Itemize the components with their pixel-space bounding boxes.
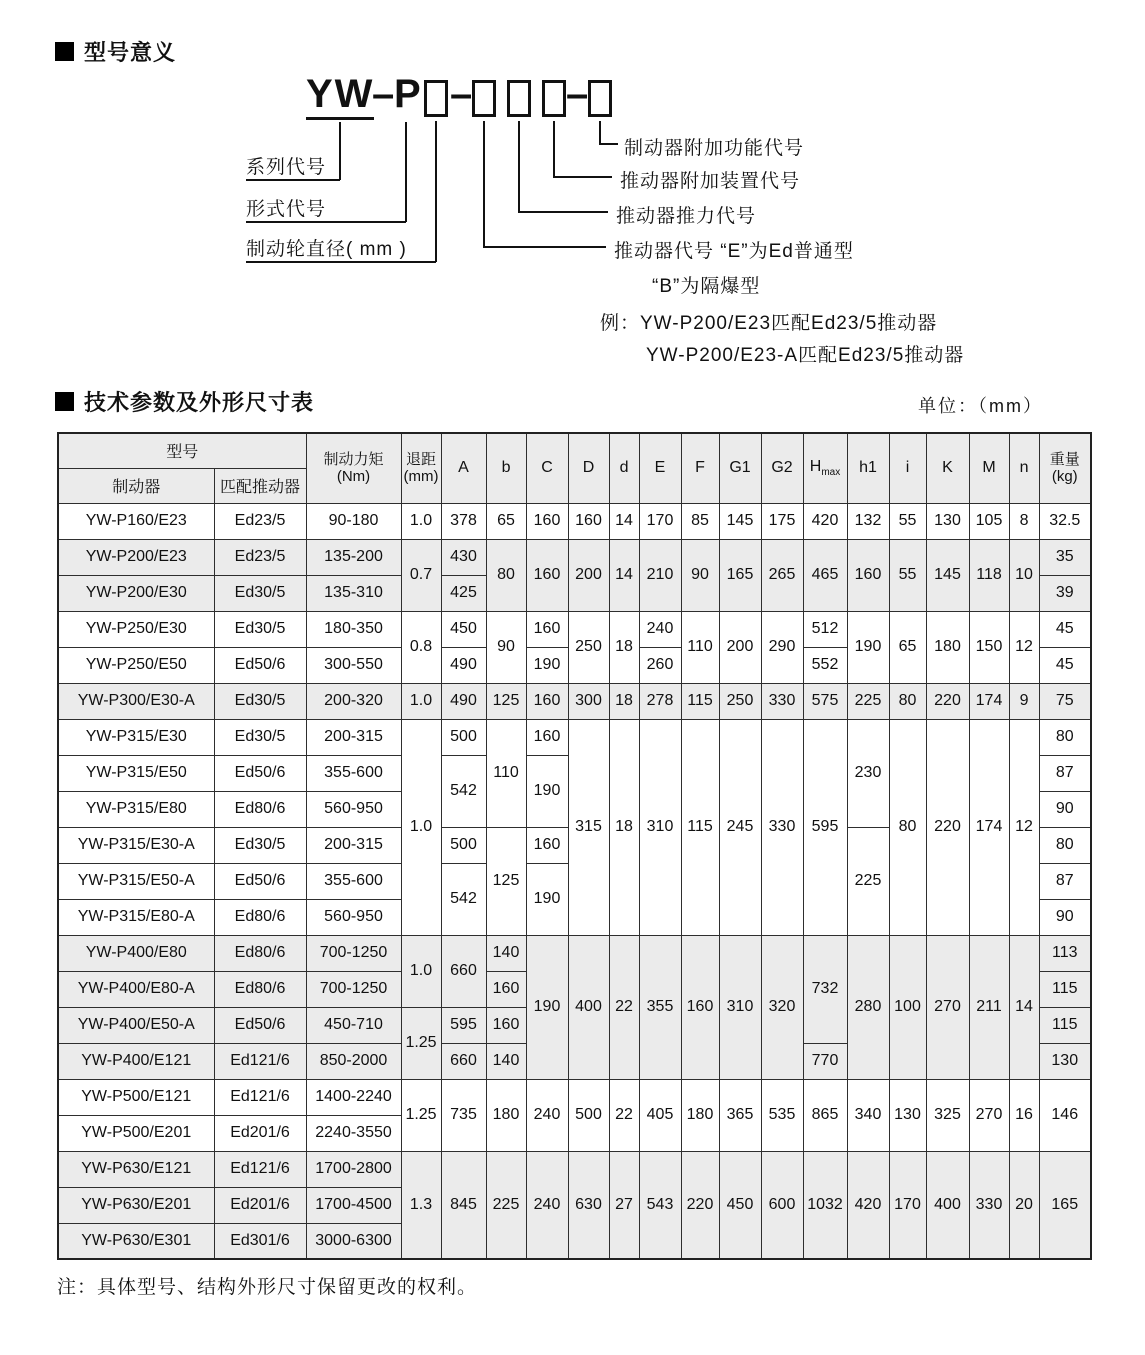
header-dim-b: b xyxy=(486,433,526,503)
table-cell: 200-315 xyxy=(306,719,401,755)
table-cell: 355 xyxy=(639,935,681,1079)
table-cell: 330 xyxy=(969,1151,1009,1259)
table-cell: 22 xyxy=(609,935,639,1079)
table-cell: 340 xyxy=(847,1079,889,1151)
table-cell: 500 xyxy=(568,1079,609,1151)
header-weight: 重量 (kg) xyxy=(1039,433,1091,503)
code-box-function xyxy=(588,80,612,117)
table-cell: 700-1250 xyxy=(306,971,401,1007)
table-cell: 75 xyxy=(1039,683,1091,719)
table-cell: Ed201/6 xyxy=(214,1187,306,1223)
table-row xyxy=(58,503,1091,539)
table-cell: 39 xyxy=(1039,575,1091,611)
model-cell: YW-P400/E121 xyxy=(58,1043,214,1079)
table-cell: 80 xyxy=(1039,827,1091,863)
label-wheel-diameter: 制动轮直径( mm ) xyxy=(246,239,407,260)
model-cell: YW-P500/E201 xyxy=(58,1115,214,1151)
table-cell: 80 xyxy=(1039,719,1091,755)
table-cell: 160 xyxy=(568,503,609,539)
table-cell: 80 xyxy=(889,683,926,719)
table-cell: 355-600 xyxy=(306,755,401,791)
table-cell: 300-550 xyxy=(306,647,401,683)
table-cell: 211 xyxy=(969,935,1009,1079)
table-cell: 280 xyxy=(847,935,889,1079)
header-gap: 退距 (mm) xyxy=(401,433,441,503)
section-title-text: 型号意义 xyxy=(84,40,177,65)
table-cell: 595 xyxy=(441,1007,486,1043)
table-cell: 55 xyxy=(889,503,926,539)
model-cell: YW-P200/E23 xyxy=(58,539,214,575)
table-cell: 12 xyxy=(1009,611,1039,683)
header-torque: 制动力矩 (Nm) xyxy=(306,433,401,503)
model-cell: YW-P315/E80 xyxy=(58,791,214,827)
table-cell: 9 xyxy=(1009,683,1039,719)
table-cell: 3000-6300 xyxy=(306,1223,401,1259)
table-cell: 180 xyxy=(681,1079,719,1151)
table-cell: 595 xyxy=(803,719,847,935)
label-brake-function-code: 制动器附加功能代号 xyxy=(624,138,805,159)
code-box-thruster xyxy=(472,80,496,117)
table-cell: 1.3 xyxy=(401,1151,441,1259)
table-cell: 180 xyxy=(486,1079,526,1151)
table-cell: 160 xyxy=(526,503,568,539)
header-model: 型号 xyxy=(58,433,306,468)
label-thruster-code: 推动器代号 “E”为Ed普通型 xyxy=(614,241,854,262)
table-cell: Ed50/6 xyxy=(214,863,306,899)
table-cell: 90 xyxy=(681,539,719,611)
header-dim-e: E xyxy=(639,433,681,503)
table-cell: 174 xyxy=(969,719,1009,935)
model-cell: YW-P250/E50 xyxy=(58,647,214,683)
table-cell: 1032 xyxy=(803,1151,847,1259)
table-cell: 160 xyxy=(486,1007,526,1043)
table-cell: 420 xyxy=(803,503,847,539)
table-row xyxy=(58,611,1091,647)
table-cell: 490 xyxy=(441,683,486,719)
table-cell: 65 xyxy=(486,503,526,539)
table-cell: 320 xyxy=(761,935,803,1079)
header-dim-k: K xyxy=(926,433,969,503)
table-cell: 425 xyxy=(441,575,486,611)
table-cell: 300 xyxy=(568,683,609,719)
table-cell: 700-1250 xyxy=(306,935,401,971)
table-cell: 180 xyxy=(926,611,969,683)
table-cell: 160 xyxy=(681,935,719,1079)
table-cell: 146 xyxy=(1039,1079,1091,1151)
table-cell: 125 xyxy=(486,827,526,935)
table-cell: 105 xyxy=(969,503,1009,539)
model-cell: YW-P400/E80 xyxy=(58,935,214,971)
table-cell: 1.25 xyxy=(401,1079,441,1151)
table-cell: 450-710 xyxy=(306,1007,401,1043)
table-cell: 110 xyxy=(486,719,526,827)
table-cell: 145 xyxy=(719,503,761,539)
table-cell: 1.0 xyxy=(401,935,441,1007)
table-cell: 145 xyxy=(926,539,969,611)
header-dim-d: D xyxy=(568,433,609,503)
table-row xyxy=(58,539,1091,575)
table-cell: 200-315 xyxy=(306,827,401,863)
label-series-code: 系列代号 xyxy=(246,157,327,178)
table-cell: 45 xyxy=(1039,611,1091,647)
table-cell: 325 xyxy=(926,1079,969,1151)
table-cell: 420 xyxy=(847,1151,889,1259)
table-cell: 160 xyxy=(847,539,889,611)
spec-table xyxy=(57,432,1092,1260)
table-body xyxy=(58,503,1091,1259)
header-dim-a: A xyxy=(441,433,486,503)
header-dim-n: n xyxy=(1009,433,1039,503)
table-cell: 0.7 xyxy=(401,539,441,611)
table-cell: 115 xyxy=(1039,1007,1091,1043)
table-cell: 130 xyxy=(1039,1043,1091,1079)
dash: – xyxy=(566,72,591,116)
table-cell: 135-310 xyxy=(306,575,401,611)
model-cell: YW-P400/E80-A xyxy=(58,971,214,1007)
table-cell: 80 xyxy=(486,539,526,611)
model-cell: YW-P400/E50-A xyxy=(58,1007,214,1043)
table-cell: 575 xyxy=(803,683,847,719)
model-code-diagram xyxy=(0,0,1145,380)
table-cell: Ed201/6 xyxy=(214,1115,306,1151)
header-dim-m: M xyxy=(969,433,1009,503)
table-cell: 140 xyxy=(486,1043,526,1079)
table-cell: 16 xyxy=(1009,1079,1039,1151)
table-cell: 170 xyxy=(889,1151,926,1259)
table-cell: 160 xyxy=(526,683,568,719)
table-cell: 1700-2800 xyxy=(306,1151,401,1187)
table-cell: 270 xyxy=(969,1079,1009,1151)
table-cell: 87 xyxy=(1039,863,1091,899)
table-cell: 32.5 xyxy=(1039,503,1091,539)
table-cell: 240 xyxy=(526,1079,568,1151)
table-cell: 245 xyxy=(719,719,761,935)
code-box-thrust xyxy=(507,80,531,117)
table-cell: 2240-3550 xyxy=(306,1115,401,1151)
model-cell: YW-P630/E121 xyxy=(58,1151,214,1187)
table-cell: 630 xyxy=(568,1151,609,1259)
connector-lines xyxy=(0,0,1145,380)
table-cell: Ed80/6 xyxy=(214,791,306,827)
table-cell: 18 xyxy=(609,611,639,683)
section-title-text: 技术参数及外形尺寸表 xyxy=(84,390,315,415)
table-cell: 1.0 xyxy=(401,719,441,935)
table-cell: 450 xyxy=(441,611,486,647)
table-cell: 115 xyxy=(681,719,719,935)
header-dim-i: i xyxy=(889,433,926,503)
table-cell: 160 xyxy=(526,611,568,647)
table-cell: 552 xyxy=(803,647,847,683)
table-cell: 400 xyxy=(568,935,609,1079)
model-cell: YW-P250/E30 xyxy=(58,611,214,647)
table-cell: 165 xyxy=(1039,1151,1091,1259)
header-dim-g2: G2 xyxy=(761,433,803,503)
table-cell: 115 xyxy=(681,683,719,719)
table-cell: 265 xyxy=(761,539,803,611)
table-cell: 190 xyxy=(526,755,568,827)
table-cell: 35 xyxy=(1039,539,1091,575)
footer-note: 注：具体型号、结构外形尺寸保留更改的权利。 xyxy=(57,1277,478,1298)
table-cell: 250 xyxy=(568,611,609,683)
table-cell: 175 xyxy=(761,503,803,539)
table-cell: Ed30/5 xyxy=(214,719,306,755)
table-cell: Ed23/5 xyxy=(214,503,306,539)
table-row xyxy=(58,935,1091,971)
header-dim-f: F xyxy=(681,433,719,503)
table-cell: Ed50/6 xyxy=(214,755,306,791)
table-cell: 22 xyxy=(609,1079,639,1151)
table-cell: 115 xyxy=(1039,971,1091,1007)
table-cell: 1.0 xyxy=(401,503,441,539)
table-cell: 500 xyxy=(441,827,486,863)
table-cell: 125 xyxy=(486,683,526,719)
table-cell: 8 xyxy=(1009,503,1039,539)
table-cell: 80 xyxy=(889,719,926,935)
dash: – xyxy=(372,72,397,116)
table-cell: 220 xyxy=(926,719,969,935)
table-cell: Ed80/6 xyxy=(214,899,306,935)
table-cell: 660 xyxy=(441,935,486,1007)
table-row xyxy=(58,719,1091,755)
header-row-1 xyxy=(58,433,1091,468)
table-cell: 543 xyxy=(639,1151,681,1259)
model-cell: YW-P315/E50-A xyxy=(58,863,214,899)
table-cell: 330 xyxy=(761,719,803,935)
table-cell: 190 xyxy=(526,935,568,1079)
table-cell: 278 xyxy=(639,683,681,719)
table-cell: 110 xyxy=(681,611,719,683)
table-cell: 732 xyxy=(803,935,847,1043)
table-cell: 174 xyxy=(969,683,1009,719)
header-dim-g1: G1 xyxy=(719,433,761,503)
header-thruster: 匹配推动器 xyxy=(214,468,306,503)
table-cell: 400 xyxy=(926,1151,969,1259)
table-cell: 365 xyxy=(719,1079,761,1151)
table-cell: Ed121/6 xyxy=(214,1151,306,1187)
table-cell: 135-200 xyxy=(306,539,401,575)
table-cell: 535 xyxy=(761,1079,803,1151)
section-title-specs xyxy=(55,386,314,417)
table-cell: 27 xyxy=(609,1151,639,1259)
model-cell: YW-P160/E23 xyxy=(58,503,214,539)
table-cell: Ed30/5 xyxy=(214,575,306,611)
example-line-1: 例：YW-P200/E23匹配Ed23/5推动器 xyxy=(600,313,938,334)
table-cell: 542 xyxy=(441,755,486,827)
table-cell: 355-600 xyxy=(306,863,401,899)
model-cell: YW-P630/E201 xyxy=(58,1187,214,1223)
table-cell: 1.0 xyxy=(401,683,441,719)
table-cell: 1.25 xyxy=(401,1007,441,1079)
table-cell: 430 xyxy=(441,539,486,575)
table-cell: 18 xyxy=(609,683,639,719)
table-cell: 230 xyxy=(847,719,889,827)
table-cell: 165 xyxy=(719,539,761,611)
table-cell: 490 xyxy=(441,647,486,683)
table-cell: 190 xyxy=(526,647,568,683)
table-cell: 220 xyxy=(926,683,969,719)
table-row xyxy=(58,1151,1091,1187)
table-cell: 600 xyxy=(761,1151,803,1259)
table-cell: 1700-4500 xyxy=(306,1187,401,1223)
label-form-code: 形式代号 xyxy=(246,199,327,220)
dash: – xyxy=(450,72,475,116)
table-cell: 500 xyxy=(441,719,486,755)
header-brake: 制动器 xyxy=(58,468,214,503)
table-cell: 260 xyxy=(639,647,681,683)
table-cell: 160 xyxy=(486,971,526,1007)
table-cell: 65 xyxy=(889,611,926,683)
table-cell: 250 xyxy=(719,683,761,719)
header-dim-h: $H_{max}$ xyxy=(803,433,847,503)
table-cell: 160 xyxy=(526,539,568,611)
table-cell: 90 xyxy=(486,611,526,683)
table-cell: 1400-2240 xyxy=(306,1079,401,1115)
table-cell: Ed30/5 xyxy=(214,683,306,719)
model-cell: YW-P630/E301 xyxy=(58,1223,214,1259)
table-cell: Ed30/5 xyxy=(214,827,306,863)
header-dim-d: d xyxy=(609,433,639,503)
table-cell: Ed80/6 xyxy=(214,935,306,971)
table-cell: Ed30/5 xyxy=(214,611,306,647)
table-cell: Ed121/6 xyxy=(214,1043,306,1079)
table-cell: 160 xyxy=(526,719,568,755)
model-cell: YW-P300/E30-A xyxy=(58,683,214,719)
table-cell: 240 xyxy=(526,1151,568,1259)
table-cell: 330 xyxy=(761,683,803,719)
table-cell: 560-950 xyxy=(306,899,401,935)
model-cell: YW-P315/E50 xyxy=(58,755,214,791)
table-cell: 378 xyxy=(441,503,486,539)
label-thruster-code-line2: “B”为隔爆型 xyxy=(652,276,761,297)
model-cell: YW-P315/E80-A xyxy=(58,899,214,935)
table-cell: Ed23/5 xyxy=(214,539,306,575)
table-cell: 560-950 xyxy=(306,791,401,827)
table-cell: 200 xyxy=(568,539,609,611)
code-box-diameter xyxy=(424,80,448,117)
table-cell: 90 xyxy=(1039,899,1091,935)
table-cell: 850-2000 xyxy=(306,1043,401,1079)
table-cell: 85 xyxy=(681,503,719,539)
unit-label: 单位：（mm） xyxy=(918,396,1043,416)
table-cell: 865 xyxy=(803,1079,847,1151)
table-cell: 225 xyxy=(486,1151,526,1259)
header-dim-c: C xyxy=(526,433,568,503)
table-cell: 845 xyxy=(441,1151,486,1259)
table-cell: 150 xyxy=(969,611,1009,683)
table-cell: 735 xyxy=(441,1079,486,1151)
table-cell: 190 xyxy=(847,611,889,683)
table-cell: 200 xyxy=(719,611,761,683)
table-head xyxy=(58,433,1091,503)
table-cell: 12 xyxy=(1009,719,1039,935)
label-thruster-attachment-code: 推动器附加装置代号 xyxy=(620,171,801,192)
table-cell: 90-180 xyxy=(306,503,401,539)
table-cell: 240 xyxy=(639,611,681,647)
table-cell: 10 xyxy=(1009,539,1039,611)
code-box-attachment xyxy=(542,80,566,117)
table-cell: 55 xyxy=(889,539,926,611)
series-code-text: YW xyxy=(306,72,374,120)
table-cell: Ed121/6 xyxy=(214,1079,306,1115)
table-cell: 20 xyxy=(1009,1151,1039,1259)
table-cell: 225 xyxy=(847,827,889,935)
table-cell: Ed301/6 xyxy=(214,1223,306,1259)
table-cell: 512 xyxy=(803,611,847,647)
table-cell: 140 xyxy=(486,935,526,971)
table-cell: 310 xyxy=(719,935,761,1079)
table-cell: 290 xyxy=(761,611,803,683)
table-cell: 660 xyxy=(441,1043,486,1079)
form-code-text: P xyxy=(394,72,423,116)
table-cell: 14 xyxy=(1009,935,1039,1079)
table-cell: 45 xyxy=(1039,647,1091,683)
table-cell: 14 xyxy=(609,539,639,611)
table-cell: 270 xyxy=(926,935,969,1079)
table-cell: 190 xyxy=(526,863,568,935)
label-thruster-thrust-code: 推动器推力代号 xyxy=(616,206,757,227)
table-cell: Ed80/6 xyxy=(214,971,306,1007)
model-cell: YW-P315/E30 xyxy=(58,719,214,755)
table-cell: 770 xyxy=(803,1043,847,1079)
header-dim-h1: h1 xyxy=(847,433,889,503)
table-cell: 225 xyxy=(847,683,889,719)
section-marker-icon xyxy=(55,392,74,411)
table-cell: 465 xyxy=(803,539,847,611)
table-row xyxy=(58,683,1091,719)
example-line-2: YW-P200/E23-A匹配Ed23/5推动器 xyxy=(646,345,965,366)
table-cell: 450 xyxy=(719,1151,761,1259)
table-cell: 200-320 xyxy=(306,683,401,719)
table-cell: 130 xyxy=(889,1079,926,1151)
table-cell: 87 xyxy=(1039,755,1091,791)
table-cell: 180-350 xyxy=(306,611,401,647)
table-cell: 0.8 xyxy=(401,611,441,683)
table-cell: Ed50/6 xyxy=(214,647,306,683)
table-cell: 18 xyxy=(609,719,639,935)
table-cell: 170 xyxy=(639,503,681,539)
table-row xyxy=(58,1079,1091,1115)
table-cell: 310 xyxy=(639,719,681,935)
table-cell: 210 xyxy=(639,539,681,611)
table-cell: 90 xyxy=(1039,791,1091,827)
table-cell: 220 xyxy=(681,1151,719,1259)
table-cell: 405 xyxy=(639,1079,681,1151)
table-cell: 160 xyxy=(526,827,568,863)
table-cell: 315 xyxy=(568,719,609,935)
table-cell: 100 xyxy=(889,935,926,1079)
table-cell: 542 xyxy=(441,863,486,935)
table-cell: 14 xyxy=(609,503,639,539)
table-cell: 113 xyxy=(1039,935,1091,971)
table-cell: Ed50/6 xyxy=(214,1007,306,1043)
table-cell: 130 xyxy=(926,503,969,539)
table-cell: 118 xyxy=(969,539,1009,611)
model-cell: YW-P315/E30-A xyxy=(58,827,214,863)
table-cell: 132 xyxy=(847,503,889,539)
model-cell: YW-P200/E30 xyxy=(58,575,214,611)
model-cell: YW-P500/E121 xyxy=(58,1079,214,1115)
